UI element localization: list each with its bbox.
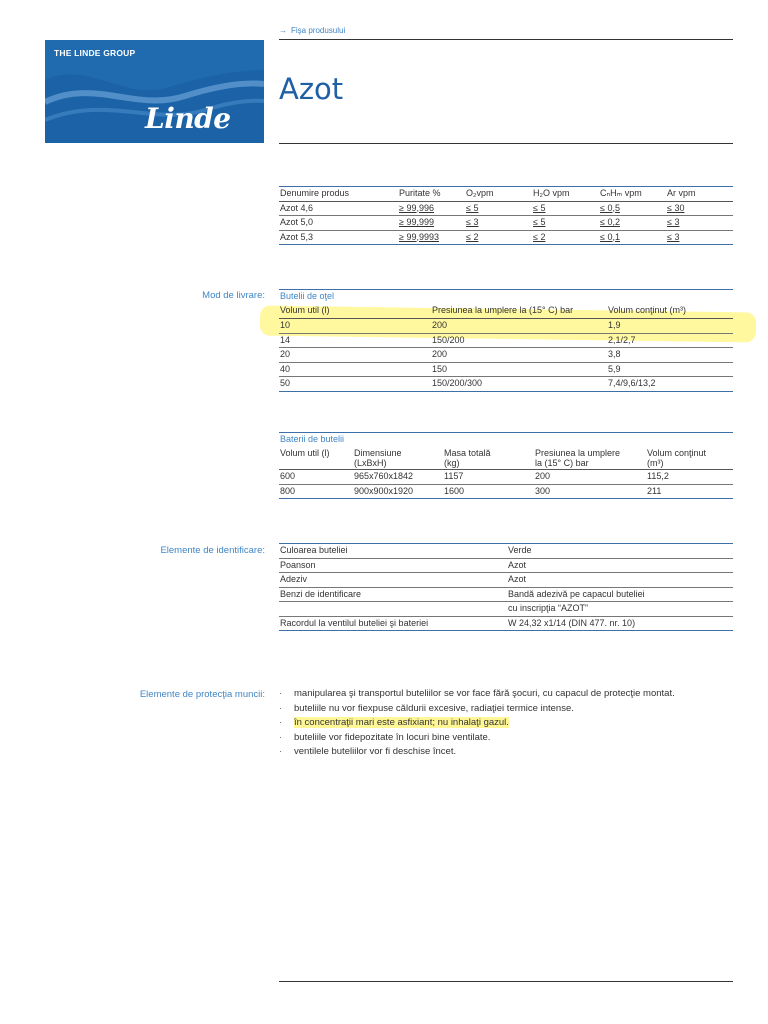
table-header-cell: Volum conţinut (m³) [646,447,733,470]
table-cell: ≥ 99,996 [398,201,465,216]
table-header-cell: Presiunea la umplere la (15° C) bar [431,304,607,319]
table-cell: 10 [279,319,431,334]
table-cell: 14 [279,333,431,348]
list-item: · ventilele buteliilor vor fi deschise încet. [279,746,457,758]
table-cell: ≤ 3 [465,216,532,231]
table-row [279,201,733,216]
bullet-icon: · [279,717,283,729]
table-cell: Azot [507,558,733,573]
table-cell: 150/200/300 [431,377,607,392]
table-header-cell: Masa totală (kg) [443,447,534,470]
table-row [279,573,733,588]
table-cell: Azot 4,6 [279,201,398,216]
bullet-icon: · [279,688,283,699]
table-header-cell: Volum util (l) [279,304,431,319]
table-row [279,377,733,392]
list-item [279,717,675,732]
table-row [279,319,733,334]
table-cell: 965x760x1842 [353,470,443,485]
table-cell: 5,9 [607,362,733,377]
table-cell: Culoarea buteliei [279,544,507,559]
table-header-cell: Volum conţinut (m³) [607,304,733,319]
table-row [279,333,733,348]
table-cell: ≤ 5 [532,201,599,216]
table-row [279,616,733,631]
table-cell: 115,2 [646,470,733,485]
table-row [279,587,733,602]
table-row [279,558,733,573]
table-cell: 300 [534,484,646,499]
table-header-row [279,187,733,202]
table-cell: cu inscripţia “AZOT” [507,602,733,617]
table-cell: Adeziv [279,573,507,588]
list-item: · buteliile nu vor fiexpuse căldurii excesive, radiaţiei termice intense. [279,702,574,714]
table-caption-row [279,433,733,448]
table-cell: 600 [279,470,353,485]
header-rule [279,39,733,40]
table-cell: 800 [279,484,353,499]
bullet-icon: · [279,702,283,714]
table-header-cell: Ar vpm [666,187,733,202]
safety-list [279,688,675,761]
table-cell: 20 [279,348,431,363]
table-cell: ≤ 5 [465,201,532,216]
table-header-cell: CₙHₘ vpm [599,187,666,202]
table-row [279,470,733,485]
table-cell: ≤ 2 [465,230,532,245]
table-caption: Butelii de oţel [280,291,335,301]
table-cell: Azot [507,573,733,588]
identification-table [279,543,733,631]
identification-label: Elemente de identificare: [160,545,265,556]
table-cell: ≤ 0,2 [599,216,666,231]
table-cell: Azot 5,0 [279,216,398,231]
table-row [279,544,733,559]
table-cell: 200 [431,319,607,334]
table-cell: ≤ 2 [532,230,599,245]
table-cell: 40 [279,362,431,377]
bundles-table [279,432,733,499]
page-title: Azot [279,72,344,106]
table-cell: Poanson [279,558,507,573]
logo-group-text: THE LINDE GROUP [54,48,136,58]
list-item: · manipularea şi transportul buteliilor se vor face fără şocuri, cu capacul de protecţie montat. [279,688,675,699]
table-cell: W 24,32 x1/14 (DIN 477. nr. 10) [507,616,733,631]
table-cell: ≥ 99,999 [398,216,465,231]
delivery-label: Mod de livrare: [202,290,265,301]
table-caption: Baterii de butelii [280,434,345,444]
table-cell: 150 [431,362,607,377]
table-row [279,602,733,617]
bullet-icon: · [279,746,283,758]
table-cell: ≤ 5 [532,216,599,231]
table-cell: 1157 [443,470,534,485]
table-row [279,216,733,231]
table-row [279,484,733,499]
table-row [279,348,733,363]
table-cell: Racordul la ventilul buteliei şi bateriei [279,616,507,631]
linde-logo [45,40,264,143]
arrow-right-icon: → [279,26,287,35]
breadcrumb[interactable]: → Fişa produsului [279,26,346,35]
table-header-cell: Volum util (l) [279,447,353,470]
table-cell: 150/200 [431,333,607,348]
table-header-row [279,447,733,470]
bullet-icon: · [279,731,283,743]
table-cell [279,602,507,617]
highlighted-text: în concentraţii mari este asfixiant; nu inhalaţi gazul. [294,717,509,729]
table-cell: 50 [279,377,431,392]
table-row [279,362,733,377]
table-cell: ≥ 99,9993 [398,230,465,245]
table-cell: Azot 5,3 [279,230,398,245]
list-item: · buteliile vor fidepozitate în locuri bine ventilate. [279,731,491,743]
purity-table [279,186,733,245]
table-header-cell: H₂O vpm [532,187,599,202]
table-cell: ≤ 3 [666,230,733,245]
footer-rule [279,981,733,982]
table-cell: ≤ 30 [666,201,733,216]
safety-label: Elemente de protecţia muncii: [139,689,265,700]
cylinders-table [279,289,733,392]
table-cell: 1600 [443,484,534,499]
table-cell: ≤ 0,5 [599,201,666,216]
table-cell: 200 [431,348,607,363]
table-header-cell: O₂vpm [465,187,532,202]
table-header-cell: Puritate % [398,187,465,202]
table-header-cell: Presiunea la umplere la (15° C) bar [534,447,646,470]
table-row [279,230,733,245]
table-cell: 900x900x1920 [353,484,443,499]
table-cell: Verde [507,544,733,559]
table-cell: 211 [646,484,733,499]
table-header-cell: Denumire produs [279,187,398,202]
table-cell: 2,1/2,7 [607,333,733,348]
table-cell: Bandă adezivă pe capacul buteliei [507,587,733,602]
table-cell: 200 [534,470,646,485]
table-cell: ≤ 0,1 [599,230,666,245]
table-cell: 1,9 [607,319,733,334]
table-cell: Benzi de identificare [279,587,507,602]
table-cell: 3,8 [607,348,733,363]
title-rule [279,143,733,144]
table-header-cell: Dimensiune (LxBxH) [353,447,443,470]
table-header-row [279,304,733,319]
table-cell: ≤ 3 [666,216,733,231]
logo-brand-text: Linde [145,102,231,135]
table-caption-row [279,290,733,305]
table-cell: 7,4/9,6/13,2 [607,377,733,392]
